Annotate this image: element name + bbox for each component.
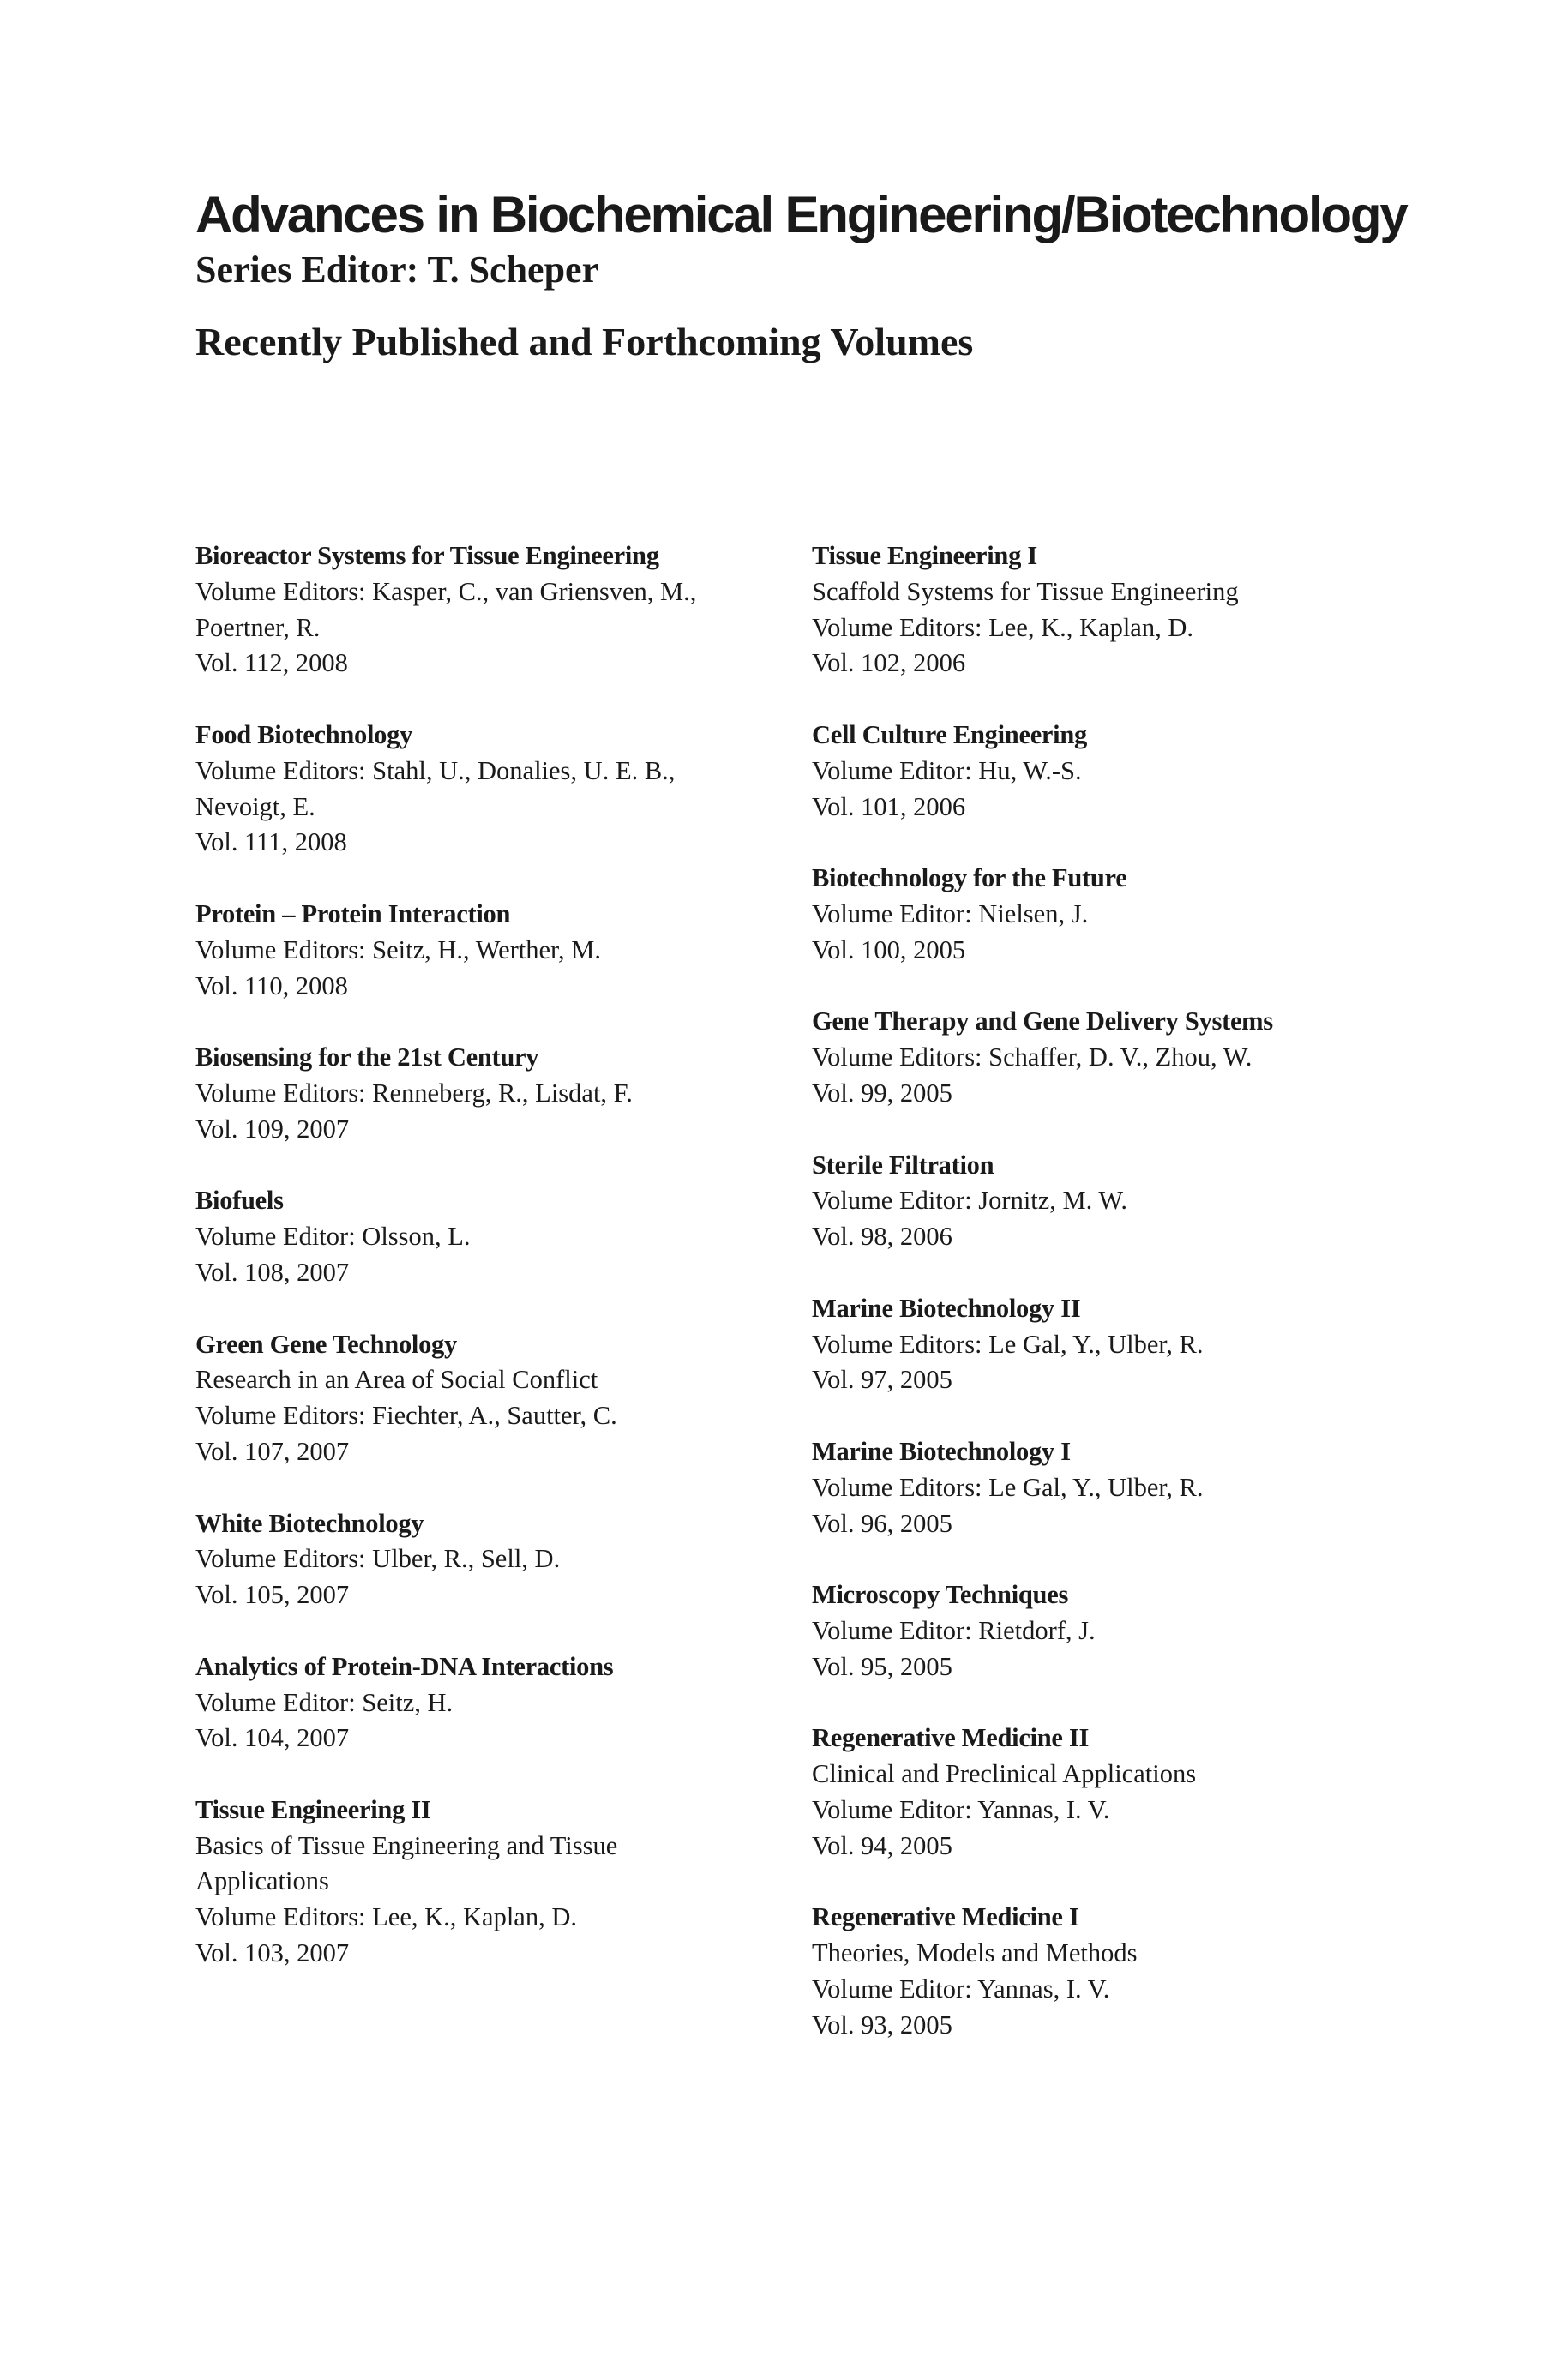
volume-title: Biofuels bbox=[195, 1186, 284, 1216]
volume-detail-line: Volume Editors: Schaffer, D. V., Zhou, W. bbox=[812, 1042, 1253, 1072]
volume-entry bbox=[195, 1040, 778, 1147]
volume-entry bbox=[812, 1434, 1429, 1541]
volume-title: Analytics of Protein-DNA Interactions bbox=[195, 1651, 614, 1681]
volume-title: Gene Therapy and Gene Delivery Systems bbox=[812, 1006, 1273, 1036]
volume-detail-line: Volume Editor: Nielsen, J. bbox=[812, 898, 1089, 928]
volume-detail-line: Volume Editors: Le Gal, Y., Ulber, R. bbox=[812, 1329, 1204, 1359]
volume-detail-line: Volume Editors: Seitz, H., Werther, M. bbox=[195, 934, 601, 964]
volume-detail-line: Vol. 100, 2005 bbox=[812, 934, 966, 964]
volume-detail-line: Volume Editor: Yannas, I. V. bbox=[812, 1794, 1110, 1824]
volume-detail-line: Nevoigt, E. bbox=[195, 791, 315, 821]
page-header bbox=[195, 184, 1439, 366]
volume-detail-line: Vol. 109, 2007 bbox=[195, 1114, 350, 1144]
volume-detail-line: Research in an Area of Social Conflict bbox=[195, 1365, 598, 1395]
volume-detail-line: Vol. 112, 2008 bbox=[195, 648, 348, 678]
volume-detail-line: Volume Editor: Yannas, I. V. bbox=[812, 1973, 1110, 2004]
volume-detail-line: Vol. 104, 2007 bbox=[195, 1723, 350, 1753]
volume-title: Microscopy Techniques bbox=[812, 1580, 1069, 1610]
volume-detail-line: Vol. 98, 2006 bbox=[812, 1222, 952, 1252]
volume-title: White Biotechnology bbox=[195, 1508, 424, 1538]
volume-entry bbox=[195, 1506, 778, 1613]
series-editor: Series Editor: T. Scheper bbox=[195, 249, 599, 291]
volume-detail-line: Vol. 103, 2007 bbox=[195, 1938, 350, 1968]
volume-detail-line: Vol. 102, 2006 bbox=[812, 648, 966, 678]
volume-detail-line: Volume Editor: Seitz, H. bbox=[195, 1687, 454, 1717]
volume-detail-line: Volume Editors: Lee, K., Kaplan, D. bbox=[195, 1902, 577, 1932]
section-heading: Recently Published and Forthcoming Volumes bbox=[195, 320, 974, 363]
volume-title: Sterile Filtration bbox=[812, 1150, 994, 1180]
volume-title: Regenerative Medicine I bbox=[812, 1902, 1079, 1932]
volume-title: Cell Culture Engineering bbox=[812, 719, 1087, 749]
volume-detail-line: Volume Editors: Lee, K., Kaplan, D. bbox=[812, 612, 1193, 642]
volume-title: Marine Biotechnology II bbox=[812, 1293, 1081, 1323]
volume-title: Regenerative Medicine II bbox=[812, 1723, 1090, 1753]
volume-entry bbox=[195, 1183, 778, 1290]
volume-title: Biosensing for the 21st Century bbox=[195, 1042, 539, 1072]
volume-detail-line: Vol. 94, 2005 bbox=[812, 1830, 952, 1860]
volume-detail-line: Vol. 101, 2006 bbox=[812, 791, 966, 821]
volume-entry bbox=[195, 718, 778, 861]
series-title: Advances in Biochemical Engineering/Biotechnology bbox=[195, 186, 1407, 243]
volume-detail-line: Clinical and Preclinical Applications bbox=[812, 1759, 1197, 1789]
volume-detail-line: Volume Editors: Renneberg, R., Lisdat, F. bbox=[195, 1078, 633, 1108]
volume-title: Bioreactor Systems for Tissue Engineering bbox=[195, 541, 659, 570]
volume-title: Tissue Engineering I bbox=[812, 541, 1037, 570]
volume-entry bbox=[195, 1327, 778, 1470]
volume-entry bbox=[812, 1900, 1429, 2043]
volume-detail-line: Scaffold Systems for Tissue Engineering bbox=[812, 576, 1239, 606]
volume-detail-line: Vol. 105, 2007 bbox=[195, 1580, 350, 1610]
volume-title: Green Gene Technology bbox=[195, 1329, 457, 1359]
volume-entry bbox=[812, 1004, 1429, 1111]
volume-entry bbox=[195, 538, 778, 682]
volume-detail-line: Theories, Models and Methods bbox=[812, 1938, 1138, 1968]
volume-detail-line: Volume Editors: Stahl, U., Donalies, U. E. B., bbox=[195, 755, 676, 785]
volume-entry bbox=[812, 1721, 1429, 1864]
volume-entry bbox=[812, 861, 1429, 968]
volume-detail-line: Vol. 93, 2005 bbox=[812, 2010, 952, 2040]
volume-detail-line: Basics of Tissue Engineering and Tissue bbox=[195, 1830, 618, 1860]
volume-detail-line: Vol. 97, 2005 bbox=[812, 1365, 952, 1395]
volume-detail-line: Poertner, R. bbox=[195, 612, 321, 642]
left-volume-list bbox=[195, 538, 778, 2008]
volume-entry bbox=[812, 1148, 1429, 1255]
volume-detail-line: Applications bbox=[195, 1866, 329, 1896]
volume-title: Tissue Engineering II bbox=[195, 1794, 431, 1824]
volume-detail-line: Vol. 96, 2005 bbox=[812, 1508, 952, 1538]
volume-title: Protein – Protein Interaction bbox=[195, 898, 511, 928]
volume-detail-line: Volume Editor: Jornitz, M. W. bbox=[812, 1186, 1127, 1216]
volume-title: Marine Biotechnology I bbox=[812, 1436, 1071, 1466]
volume-detail-line: Volume Editor: Olsson, L. bbox=[195, 1222, 471, 1252]
volume-entry bbox=[812, 718, 1429, 825]
volume-detail-line: Vol. 107, 2007 bbox=[195, 1436, 350, 1466]
volume-detail-line: Vol. 99, 2005 bbox=[812, 1078, 952, 1108]
right-volume-list bbox=[812, 538, 1429, 2079]
volume-detail-line: Volume Editors: Fiechter, A., Sautter, C. bbox=[195, 1401, 617, 1431]
volume-detail-line: Vol. 108, 2007 bbox=[195, 1257, 350, 1287]
volume-entry bbox=[812, 538, 1429, 682]
volume-entry bbox=[812, 1291, 1429, 1398]
volume-detail-line: Volume Editors: Ulber, R., Sell, D. bbox=[195, 1544, 561, 1574]
volume-detail-line: Volume Editors: Kasper, C., van Griensven, M., bbox=[195, 576, 697, 606]
volume-entry bbox=[195, 1793, 778, 1972]
volume-title: Food Biotechnology bbox=[195, 719, 413, 749]
volume-entry bbox=[195, 1649, 778, 1757]
volume-detail-line: Volume Editors: Le Gal, Y., Ulber, R. bbox=[812, 1472, 1204, 1502]
volume-entry bbox=[812, 1577, 1429, 1685]
volume-detail-line: Vol. 95, 2005 bbox=[812, 1651, 952, 1681]
volume-entry bbox=[195, 897, 778, 1004]
volume-detail-line: Vol. 111, 2008 bbox=[195, 827, 347, 857]
volume-title: Biotechnology for the Future bbox=[812, 863, 1127, 893]
volume-detail-line: Vol. 110, 2008 bbox=[195, 970, 348, 1000]
volume-detail-line: Volume Editor: Hu, W.-S. bbox=[812, 755, 1082, 785]
volume-detail-line: Volume Editor: Rietdorf, J. bbox=[812, 1615, 1096, 1645]
